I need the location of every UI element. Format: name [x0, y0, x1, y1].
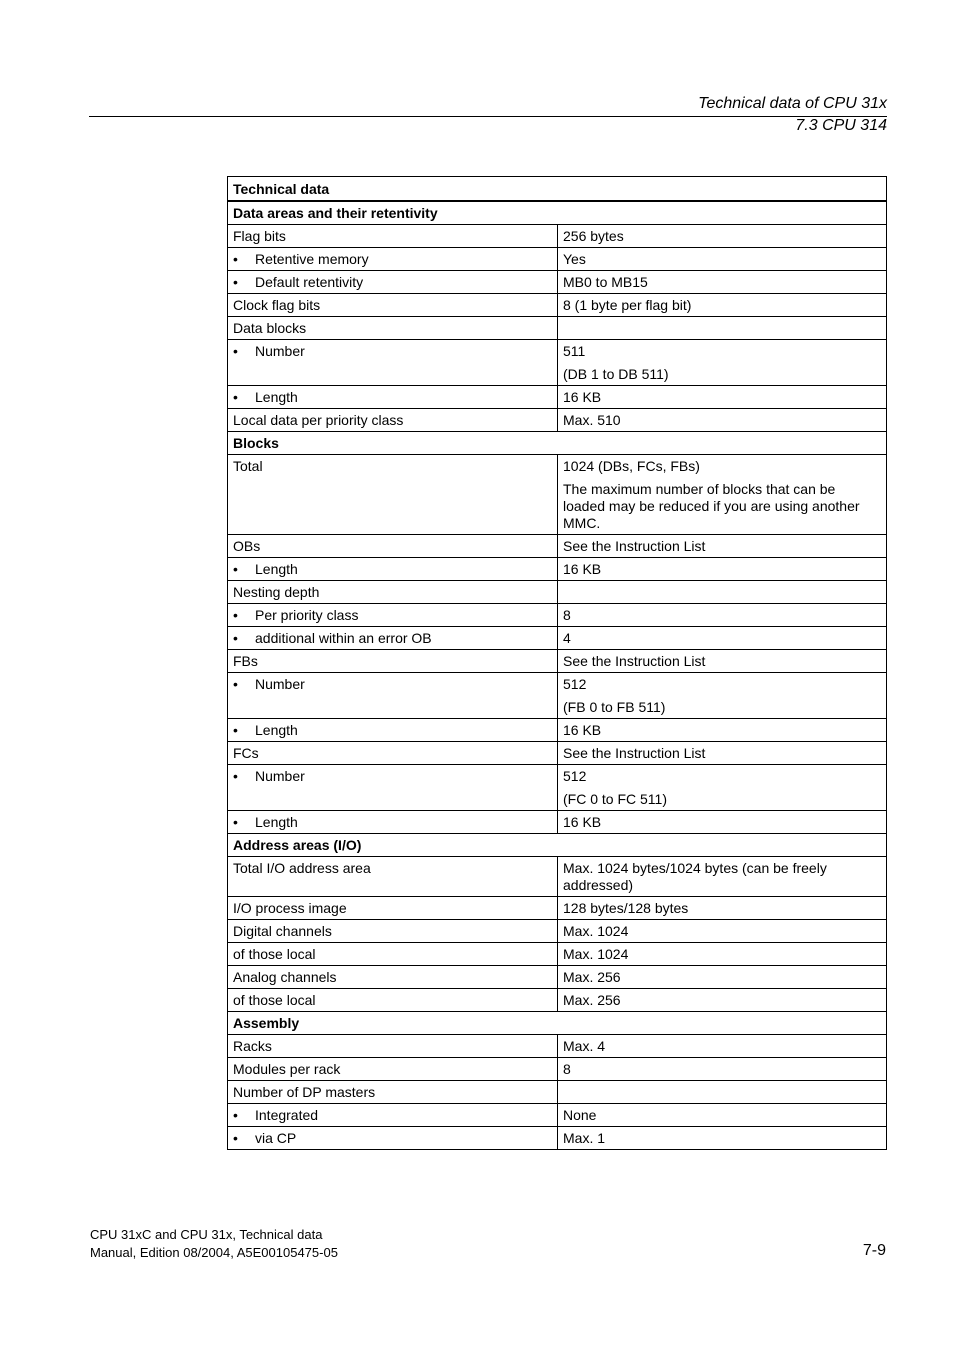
row-value: See the Instruction List	[563, 538, 706, 554]
row-label: Number	[255, 676, 305, 692]
row-value-cell	[558, 650, 887, 673]
row-value: 512	[563, 768, 587, 784]
table-title-row	[228, 177, 887, 202]
row-label: Modules per rack	[233, 1061, 341, 1077]
row-label-cell	[228, 742, 558, 765]
row-label: Data blocks	[233, 320, 307, 336]
table-row	[228, 966, 887, 989]
row-label: FBs	[233, 653, 258, 669]
footer-doc-title: CPU 31xC and CPU 31x, Technical data	[90, 1227, 323, 1242]
bullet-icon: •	[233, 561, 238, 577]
table-row	[228, 386, 887, 409]
table-row	[228, 294, 887, 317]
row-value-cell	[558, 294, 887, 317]
bullet-icon: •	[233, 251, 238, 267]
section-title: Blocks	[228, 432, 887, 455]
row-value-cell	[558, 581, 887, 604]
row-value-cell	[558, 1127, 887, 1150]
table-row	[228, 857, 887, 897]
table-title: Technical data	[228, 177, 887, 202]
technical-data-table	[227, 176, 887, 1150]
table-row	[228, 340, 887, 386]
section-title: Address areas (I/O)	[228, 834, 887, 857]
row-label: OBs	[233, 538, 261, 554]
table-row	[228, 1127, 887, 1150]
table-row	[228, 558, 887, 581]
row-label: Total	[233, 458, 263, 474]
table-row	[228, 271, 887, 294]
row-label: Length	[255, 561, 298, 577]
row-value: 16 KB	[563, 814, 602, 830]
row-label: Nesting depth	[233, 584, 320, 600]
row-value-cell	[558, 409, 887, 432]
row-value-cell	[558, 340, 887, 386]
row-value-cell	[558, 989, 887, 1012]
row-label: Retentive memory	[255, 251, 369, 267]
row-label-cell	[228, 989, 558, 1012]
row-value-cell	[558, 535, 887, 558]
row-value: Max. 256	[563, 969, 621, 985]
row-label: Racks	[233, 1038, 272, 1054]
table-row	[228, 409, 887, 432]
row-value: 256 bytes	[563, 228, 624, 244]
bullet-icon: •	[233, 274, 238, 290]
row-value-cell	[558, 742, 887, 765]
row-value-cell	[558, 765, 887, 811]
row-label-cell	[228, 535, 558, 558]
table-row	[228, 627, 887, 650]
row-label-cell	[228, 1081, 558, 1104]
table-row	[228, 581, 887, 604]
row-label: of those local	[233, 992, 316, 1008]
row-value: (FC 0 to FC 511)	[563, 791, 667, 807]
row-value-cell	[558, 920, 887, 943]
row-value: 8	[563, 1061, 571, 1077]
row-label-cell	[228, 857, 558, 897]
row-label-cell	[228, 673, 558, 719]
row-label-cell	[228, 294, 558, 317]
row-value: 16 KB	[563, 389, 602, 405]
bullet-icon: •	[233, 722, 238, 738]
row-label-cell	[228, 811, 558, 834]
row-value: 16 KB	[563, 722, 602, 738]
row-value: Max. 4	[563, 1038, 606, 1054]
row-value: (FB 0 to FB 511)	[563, 699, 666, 715]
row-label: I/O process image	[233, 900, 347, 916]
row-label-cell	[228, 1127, 558, 1150]
row-label-cell	[228, 386, 558, 409]
row-label: Digital channels	[233, 923, 332, 939]
section-header-row	[228, 201, 887, 225]
row-value: Max. 1024	[563, 946, 629, 962]
row-value: 1024 (DBs, FCs, FBs)	[563, 458, 700, 474]
row-value-cell	[558, 386, 887, 409]
table-row	[228, 1035, 887, 1058]
row-label: Number	[255, 343, 305, 359]
row-value-cell	[558, 897, 887, 920]
table-row	[228, 225, 887, 248]
section-header-row	[228, 834, 887, 857]
row-label: via CP	[255, 1130, 297, 1146]
table-row	[228, 604, 887, 627]
table-row	[228, 897, 887, 920]
bullet-icon: •	[233, 630, 238, 646]
row-value: MB0 to MB15	[563, 274, 648, 290]
row-value-cell	[558, 558, 887, 581]
row-label-cell	[228, 248, 558, 271]
row-label: Integrated	[255, 1107, 319, 1123]
table-row	[228, 1081, 887, 1104]
row-value-cell	[558, 271, 887, 294]
bullet-icon: •	[233, 389, 238, 405]
row-value: See the Instruction List	[563, 653, 706, 669]
table-row	[228, 650, 887, 673]
row-label: Number	[255, 768, 305, 784]
row-label-cell	[228, 897, 558, 920]
table-row	[228, 920, 887, 943]
row-value: 128 bytes/128 bytes	[563, 900, 689, 916]
row-label: Default retentivity	[255, 274, 364, 290]
table-row	[228, 765, 887, 811]
row-value-cell	[558, 943, 887, 966]
row-label-cell	[228, 966, 558, 989]
row-label-cell	[228, 340, 558, 386]
bullet-icon: •	[233, 607, 238, 623]
table-row	[228, 1058, 887, 1081]
row-label-cell	[228, 455, 558, 535]
section-header-row	[228, 1012, 887, 1035]
row-value: Max. 256	[563, 992, 621, 1008]
row-label-cell	[228, 317, 558, 340]
row-value-cell	[558, 811, 887, 834]
row-label-cell	[228, 1104, 558, 1127]
header-rule	[89, 116, 887, 117]
table-row	[228, 535, 887, 558]
row-value-cell	[558, 1081, 887, 1104]
row-value: Max. 510	[563, 412, 621, 428]
row-label: of those local	[233, 946, 316, 962]
row-value-cell	[558, 1058, 887, 1081]
table-row	[228, 811, 887, 834]
row-label: Analog channels	[233, 969, 337, 985]
row-label: Total I/O address area	[233, 860, 371, 876]
row-value: 8 (1 byte per flag bit)	[563, 297, 692, 313]
running-header-section: 7.3 CPU 314	[795, 117, 887, 134]
row-value: Max. 1	[563, 1130, 606, 1146]
row-value: See the Instruction List	[563, 745, 706, 761]
row-label: FCs	[233, 745, 259, 761]
row-label: Number of DP masters	[233, 1084, 376, 1100]
row-label: Per priority class	[255, 607, 359, 623]
row-label: additional within an error OB	[255, 630, 432, 646]
row-label: Length	[255, 722, 298, 738]
row-value: Max. 1024 bytes/1024 bytes (can be freely addressed)	[563, 860, 827, 893]
row-label: Flag bits	[233, 228, 286, 244]
row-value: 512	[563, 676, 587, 692]
table-row	[228, 742, 887, 765]
page-number: 7-9	[862, 1242, 886, 1259]
section-title: Assembly	[228, 1012, 887, 1035]
bullet-icon: •	[233, 676, 238, 692]
bullet-icon: •	[233, 1130, 238, 1146]
row-label: Local data per priority class	[233, 412, 404, 428]
section-header-row	[228, 432, 887, 455]
row-label-cell	[228, 271, 558, 294]
table-row	[228, 989, 887, 1012]
row-label-cell	[228, 943, 558, 966]
row-value-cell	[558, 719, 887, 742]
table-row	[228, 317, 887, 340]
row-value-cell	[558, 966, 887, 989]
table-row	[228, 455, 887, 535]
row-value-cell	[558, 627, 887, 650]
row-label-cell	[228, 604, 558, 627]
row-label-cell	[228, 409, 558, 432]
row-value: 511	[563, 343, 586, 359]
row-label-cell	[228, 225, 558, 248]
row-label-cell	[228, 627, 558, 650]
row-value-cell	[558, 673, 887, 719]
table-row	[228, 1104, 887, 1127]
row-label-cell	[228, 920, 558, 943]
row-value: 8	[563, 607, 571, 623]
row-label: Length	[255, 814, 298, 830]
section-title: Data areas and their retentivity	[228, 201, 887, 225]
row-value-cell	[558, 1035, 887, 1058]
row-label-cell	[228, 650, 558, 673]
row-value-cell	[558, 857, 887, 897]
row-value-cell	[558, 225, 887, 248]
row-label-cell	[228, 719, 558, 742]
row-label-cell	[228, 558, 558, 581]
row-value-cell	[558, 604, 887, 627]
row-label-cell	[228, 581, 558, 604]
bullet-icon: •	[233, 814, 238, 830]
row-value: 4	[563, 630, 571, 646]
row-label-cell	[228, 1035, 558, 1058]
row-label-cell	[228, 1058, 558, 1081]
bullet-icon: •	[233, 768, 238, 784]
row-value: (DB 1 to DB 511)	[563, 366, 669, 382]
table-row	[228, 673, 887, 719]
row-value-cell	[558, 1104, 887, 1127]
footer-edition: Manual, Edition 08/2004, A5E00105475-05	[90, 1245, 338, 1260]
row-value: 16 KB	[563, 561, 602, 577]
row-label-cell	[228, 765, 558, 811]
table-row	[228, 719, 887, 742]
row-value: None	[563, 1107, 597, 1123]
row-value-cell	[558, 248, 887, 271]
table-row	[228, 943, 887, 966]
table-row	[228, 248, 887, 271]
row-label: Clock flag bits	[233, 297, 321, 313]
running-header-title: Technical data of CPU 31x	[698, 95, 887, 112]
row-label: Length	[255, 389, 298, 405]
row-value: The maximum number of blocks that can be loaded may be reduced if you are using another MMC.	[563, 481, 860, 531]
row-value: Max. 1024	[563, 923, 629, 939]
bullet-icon: •	[233, 343, 238, 359]
row-value: Yes	[563, 251, 586, 267]
row-value-cell	[558, 317, 887, 340]
bullet-icon: •	[233, 1107, 238, 1123]
row-value-cell	[558, 455, 887, 535]
